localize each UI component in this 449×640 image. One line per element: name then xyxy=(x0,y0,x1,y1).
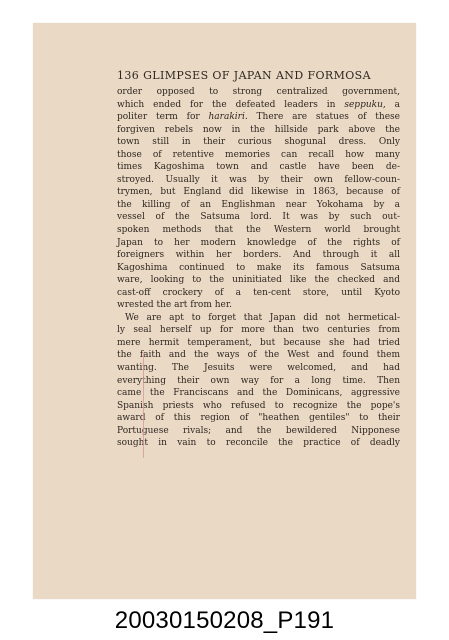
text-line: forgiven rebels now in the hillside park above the xyxy=(117,124,400,135)
margin-pencil-mark xyxy=(143,353,147,458)
text-line: Portuguese rivals; and the bewildered Nipponese xyxy=(117,425,400,436)
text-line: which ended for the defeated leaders in seppuku, a xyxy=(117,99,401,110)
text-line: vessel of the Satsuma lord. It was by such out- xyxy=(117,212,400,223)
running-header xyxy=(117,69,400,82)
text-line: everything their own way for a long time. Then xyxy=(117,375,400,386)
paragraph-2 xyxy=(117,312,400,450)
text-line: mere hermit temperament, but because she had tried xyxy=(117,337,400,348)
text-line: cast-off crockery of a ten-cent store, until Kyoto xyxy=(117,287,400,298)
text-line: trymen, but England did likewise in 1863, because of xyxy=(117,187,400,198)
text-line: stroyed. Usually it was by their own fellow-coun- xyxy=(117,174,400,185)
book-page xyxy=(33,23,416,599)
text-line: wrested the art from her. xyxy=(117,300,233,311)
text-line: came the Franciscans and the Dominicans, aggressive xyxy=(117,388,400,399)
text-line: ware, looking to the uninitiated like the checked and xyxy=(117,275,400,286)
text-line: foreigners within her borders. And through it all xyxy=(117,250,400,261)
running-title: GLIMPSES OF JAPAN AND FORMOSA xyxy=(143,69,371,82)
text-line: those of retentive memories can recall how many xyxy=(117,149,400,160)
text-line: Japan to her modern knowledge of the rights of xyxy=(117,237,400,248)
text-line: Kagoshima continued to make its famous Satsuma xyxy=(117,262,400,273)
paragraph-1 xyxy=(117,86,400,312)
text-line: We are apt to forget that Japan did not hermetical- xyxy=(125,312,400,323)
page-content xyxy=(117,69,400,450)
text-line: wanting. The Jesuits were welcomed, and had xyxy=(117,363,400,374)
text-line: order opposed to strong centralized government, xyxy=(117,87,400,97)
text-line: times Kagoshima town and castle have been de- xyxy=(117,162,400,173)
image-caption: 20030150208_P191 xyxy=(114,607,335,634)
text-line: town still in their curious shogunal dress. Only xyxy=(117,137,400,148)
text-line: award of this region of "heathen gentiles" to their xyxy=(117,413,400,424)
text-line: the faith and the ways of the West and found them xyxy=(117,350,400,361)
text-line: sought in vain to reconcile the practice of deadly xyxy=(117,438,400,449)
page-number: 136 xyxy=(117,69,140,82)
text-line: ly seal herself up for more than two centuries from xyxy=(117,325,400,336)
text-line: politer term for harakiri. There are statues of these xyxy=(117,112,400,123)
text-line: the killing of an Englishman near Yokohama by a xyxy=(117,199,400,210)
text-line: spoken methods that the Western world brought xyxy=(117,225,400,236)
text-line: Spanish priests who refused to recognize the pope's xyxy=(117,400,400,411)
